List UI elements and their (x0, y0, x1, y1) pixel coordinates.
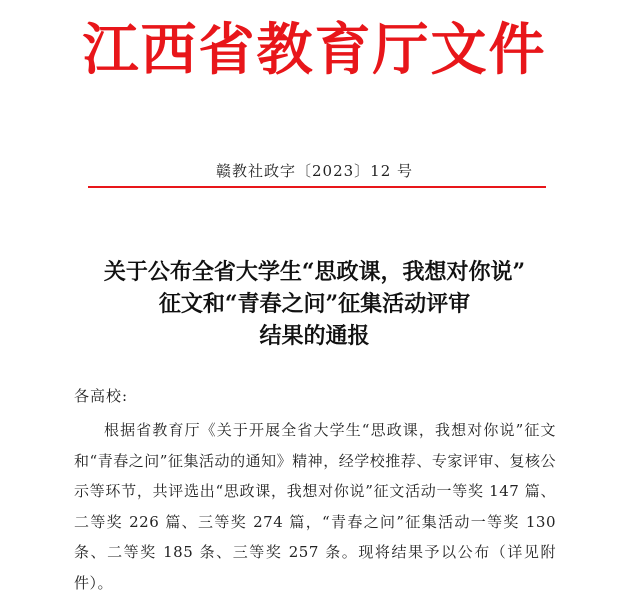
title-line-1: 关于公布全省大学生“思政课，我想对你说” (103, 259, 526, 285)
title-line-3: 结果的通报 (259, 323, 370, 349)
title-line-2: 征文和“青春之问”征集活动评审 (158, 291, 471, 317)
body-paragraph: 根据省教育厅《关于开展全省大学生“思政课，我想对你说”征文和“青春之问”征集活动的通知》精神，经学校推荐、专家评审、复核公示等环节，共评选出“思政课，我想对你说”征文活动一等奖 147 篇、二等奖 226 篇、三等奖 274 篇，“青春之问”征集活动一等奖 130 条、二等奖 185 条、三等奖 257 条。现将结果予以公布（详见附件）。 (74, 421, 556, 592)
salutation: 各高校: (74, 387, 129, 405)
red-header-title: 江西省教育厅文件 (82, 17, 547, 83)
red-divider-line (88, 186, 546, 188)
document-title (0, 256, 629, 352)
document-number: 赣教社政字〔2023〕12 号 (215, 162, 414, 180)
